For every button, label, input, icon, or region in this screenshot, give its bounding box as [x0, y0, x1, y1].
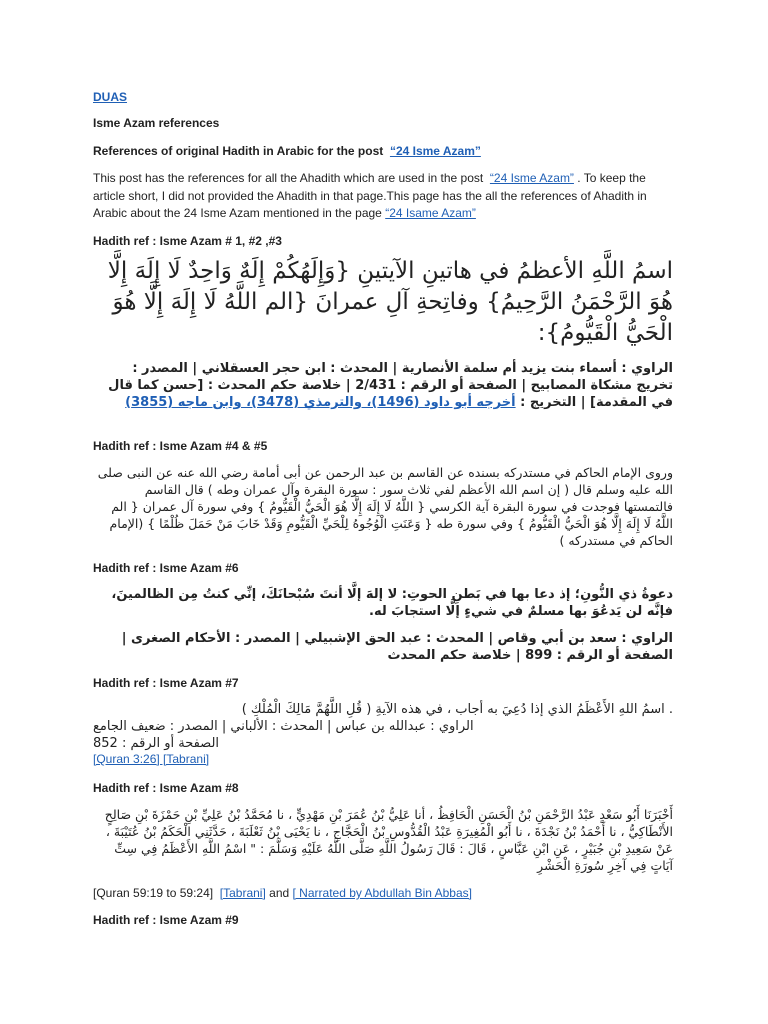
hadith-4-line3: الصفحة أو الرقم : 852: [93, 736, 220, 751]
section-title-6: Hadith ref : Isme Azam #9: [93, 913, 239, 927]
intro-link-1[interactable]: “24 Isme Azam”: [489, 171, 574, 185]
hadith-4-line1: . اسمُ اللهِ الأَعْظَمُ الذي إذا دُعِيَ به أجاب ، في هذه الآيةِ ( قُلِ اللَّهُمَّ مَالِكَ الْمُلْكِ ): [241, 702, 673, 717]
duas-link-line: [93, 88, 673, 106]
hadith-5-ref-line: [93, 885, 673, 903]
hadith-4-quran-tabrani-link[interactable]: [Quran 3:26] [Tabrani]: [93, 752, 210, 766]
hadith-3-arabic: دعوةُ ذي النُّونِ؛ إذ دعا بها في بَطنِ الحوتِ: لا إلهَ إلَّا أنتَ سُبْحانَكَ، إنِّي كنتُ مِن الظالمينَ، فإنَّه لن يَدعُوَ بها مسلمٌ في شيءٍ إلَّا استجابَ له.: [111, 587, 673, 619]
duas-link[interactable]: DUAS: [93, 90, 128, 104]
hadith-1-narration: [93, 360, 673, 411]
subtitle: Isme Azam references: [93, 116, 220, 130]
hadith-5-and: and: [269, 886, 290, 900]
hadith-1-narration-text: الراوي : أسماء بنت يزيد أم سلمة الأنصارية | المحدث : ابن حجر العسقلاني | المصدر : تخريج مشكاة المصابيح | الصفحة أو الرقم : 2/431 | خلاصة حكم المحدث : [حسن كما قال في المقدمة] | التخريج :: [108, 361, 673, 410]
section-title-4: Hadith ref : Isme Azam #7: [93, 676, 239, 690]
hadith-5-arabic: أَخْبَرَنَا أَبُو سَعْدٍ عَبْدُ الرَّحْمَنِ بْنُ الْحَسَنِ الْحَافِظُ ، أنا عَلِيُّ بْنُ عُمَرَ بْنِ مَهْدِيٍّ ، نا مُحَمَّدُ بْنُ عَلِيِّ بْنِ حَمْزَةَ بْنِ صَالِحٍ الأَنْطَاكِيُّ ، نا أَحْمَدُ بْنُ نَجْدَةَ ، نا أَبُو الْمُغِيرَةِ عَبْدُ الْقُدُّوسِ بْنُ الْحَجَّاجِ ، نا يَحْيَى بْنُ ثَعْلَبَةَ ، حَدَّثَنِي الْحَكَمُ بْنُ عُتَيْبَةَ ، عَنْ سَعِيدِ بْنِ جُبَيْرٍ ، عَنِ ابْنِ عَبَّاسٍ ، قَالَ : قَالَ رَسُولُ اللَّهِ صَلَّى اللَّهُ عَلَيْهِ وَسَلَّمَ : " اسْمُ اللَّهِ الأَعْظَمُ فِي سِتِّ آيَاتٍ فِي آخِرِ سُورَةِ الْحَشْرِ: [104, 807, 673, 873]
hadith-4-ref-line: [93, 751, 673, 769]
intro-link-2[interactable]: “24 Isame Azam”: [385, 206, 476, 220]
hadith-4-line2: الراوي : عبدالله بن عباس | المحدث : الألباني | المصدر : ضعيف الجامع: [93, 719, 474, 734]
page-heading: [93, 144, 673, 158]
hadith-5-narrated-link[interactable]: [ Narrated by Abdullah Bin Abbas]: [292, 886, 472, 900]
hadith-1-arabic: اسمُ اللَّهِ الأعظمُ في هاتينِ الآيتينِ {وَإِلَهُكُمْ إِلَهٌ وَاحِدٌ لَا إِلَهَ إِلَّا هُوَ الرَّحْمَنُ الرَّحِيمُ} وفاتِحةِ آلِ عمرانَ {الم اللَّهُ لَا إِلَهَ إِلَّا هُوَ الْحَيُّ الْقَيُّومُ}:: [107, 258, 673, 346]
hadith-1-takhrij-link[interactable]: أخرجه أبو داود (1496)، والترمذي (3478)، وابن ماجه (3855): [125, 395, 516, 410]
hadith-2-arabic: وروى الإمام الحاكم في مستدركه بسنده عن القاسم بن عبد الرحمن عن أبى أمامة رضي الله عنه عن النبى صلى الله عليه وسلم قال ( إن اسم الله الأعظم لفي ثلاث سور : سورة البقرة وآل عمران وطه ) قال القاسم فالتمستها فوجدت في سورة البقرة آية الكرسي { اللَّهُ لَا إِلَهَ إِلَّا هُوَ الْحَيُّ الْقَيُّومُ } وفي سورة آل عمران { الم اللَّهُ لَا إِلَهَ إِلَّا هُوَ الْحَيُّ الْقَيُّومُ } وفي سورة طه { وَعَنَتِ الْوُجُوهُ لِلْحَيِّ الْقَيُّومِ وَقَدْ خَابَ مَنْ حَمَلَ ظُلْمًا } (الإمام الحاكم في مستدركه ): [97, 465, 673, 548]
hadith-5-tabrani-link[interactable]: [Tabrani]: [219, 886, 266, 900]
intro-part1: This post has the references for all the Ahadith which are used in the post: [93, 171, 484, 185]
section-title-2: Hadith ref : Isme Azam #4 & #5: [93, 439, 268, 453]
heading-text: References of original Hadith in Arabic for the post: [93, 144, 384, 158]
hadith-5-ref-text: [Quran 59:19 to 59:24]: [93, 886, 214, 900]
section-title-1: Hadith ref : Isme Azam # 1, #2 ,#3: [93, 234, 282, 248]
heading-post-link[interactable]: “24 Isme Azam”: [389, 144, 481, 158]
intro-paragraph: [93, 170, 673, 223]
intro-part2: . To keep the article short, I did not provided the Ahadith in that page.This page has the all the references of Ahadith in Arabic about the 24 Isme Azam mentioned in the page: [93, 171, 647, 220]
section-title-3: Hadith ref : Isme Azam #6: [93, 561, 239, 575]
hadith-3-narration: الراوي : سعد بن أبي وقاص | المحدث : عبد الحق الإشبيلي | المصدر : الأحكام الصغرى | الصفحة أو الرقم : 899 | خلاصة حكم المحدث: [121, 631, 673, 663]
section-title-5: Hadith ref : Isme Azam #8: [93, 781, 239, 795]
